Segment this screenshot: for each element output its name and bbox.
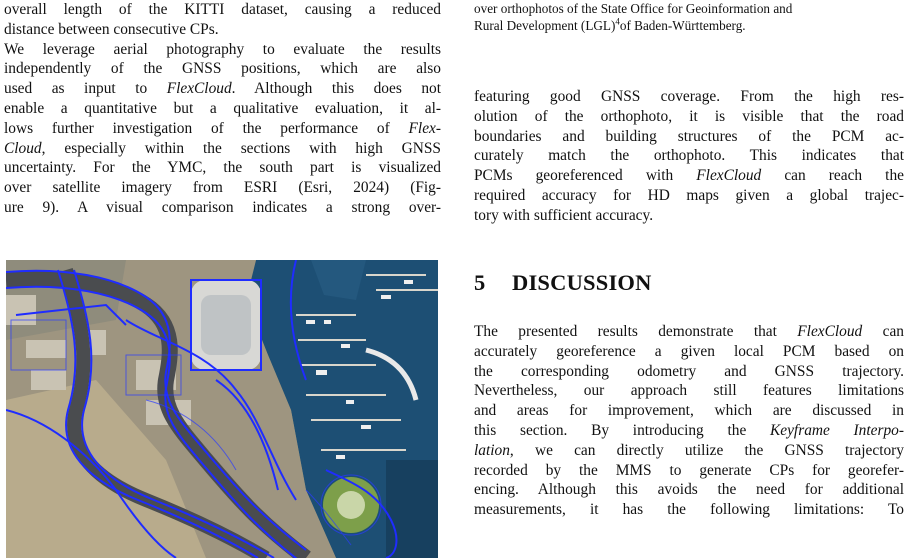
text-line: featuring good GNSS coverage. From the high res- — [474, 88, 904, 105]
caption-text: Rural Development (LGL) — [474, 18, 616, 33]
flexcloud-name: FlexCloud — [696, 167, 762, 185]
satellite-image — [6, 260, 438, 558]
keyframe-interpolation-term: lation — [474, 441, 510, 459]
text-line: required accuracy for HD maps given a global trajec- — [474, 186, 904, 204]
discussion-text — [474, 322, 904, 520]
text-line: uncertainty. For the YMC, the south part is visualized — [4, 159, 441, 177]
text-line: distance between consecutive CPs. — [4, 20, 219, 38]
caption-line — [474, 17, 904, 34]
keyframe-interpolation-term: Keyframe Interpo- — [770, 421, 904, 439]
text-line: The presented results demonstrate that FlexCloud can — [474, 323, 904, 340]
text-line: We leverage aerial photography to evaluate the results — [4, 40, 441, 58]
text-line: over satellite imagery from ESRI (Esri, 2024) (Fig- — [4, 179, 441, 197]
text-line-part: independently of the GNSS positions, which are also — [4, 60, 441, 78]
text-line: recorded by the MMS to generate CPs for georefer- — [474, 461, 904, 479]
text-line: used as input to FlexCloud. Although this does not — [4, 80, 441, 98]
text-line: olution of the orthophoto, it is visible that the road — [474, 107, 904, 125]
text-line: encing. Although this avoids the need for additional — [474, 481, 904, 499]
flexcloud-name: FlexCloud — [166, 80, 232, 98]
text-line: lation, we can directly utilize the GNSS trajectory — [474, 441, 904, 459]
flexcloud-name: FlexCloud — [797, 323, 863, 340]
flexcloud-name: Flex- — [408, 119, 441, 137]
section-number: 5 — [474, 270, 486, 295]
text-line: boundaries and building structures of the PCM ac- — [474, 127, 904, 145]
text-line: the corresponding odometry and GNSS trajectory. — [474, 362, 904, 380]
text-line: tory with sufficient accuracy. — [474, 206, 654, 224]
caption-line: over orthophotos of the State Office for Geoinformation and — [474, 1, 793, 16]
text-line: ure 9). A visual comparison indicates a strong over- — [4, 198, 441, 216]
text-line: Cloud, especially within the sections with high GNSS — [4, 139, 441, 157]
figure-caption — [474, 0, 904, 34]
text-line: enable a quantitative but a qualitative evaluation, it al- — [4, 99, 441, 117]
text-line: this section. By introducing the Keyframe Interpo- — [474, 421, 904, 439]
flexcloud-name: Cloud — [4, 139, 42, 157]
text-line: Nevertheless, our approach still features limitations — [474, 382, 904, 400]
text-line: PCMs georeferenced with FlexCloud can reach the — [474, 167, 904, 185]
left-column-text — [4, 0, 441, 218]
section-heading — [474, 270, 652, 296]
text-line — [4, 59, 441, 79]
text-line: curately match the orthophoto. This indicates that — [474, 147, 904, 165]
text-line: measurements, it has the following limitations: To — [474, 501, 904, 519]
right-column-text — [474, 87, 904, 226]
caption-text: of Baden-Württemberg. — [619, 18, 746, 33]
text-line: and areas for improvement, which are discussed in — [474, 402, 904, 420]
text-line: overall length of the KITTI dataset, causing a reduced — [4, 1, 441, 18]
footnote-marker: 4 — [615, 16, 620, 27]
text-line: accurately georeference a given local PCM based on — [474, 342, 904, 360]
aerial-pcm-figure — [6, 260, 438, 558]
text-line: lows further investigation of the performance of Flex- — [4, 119, 441, 137]
section-title: DISCUSSION — [512, 270, 652, 295]
